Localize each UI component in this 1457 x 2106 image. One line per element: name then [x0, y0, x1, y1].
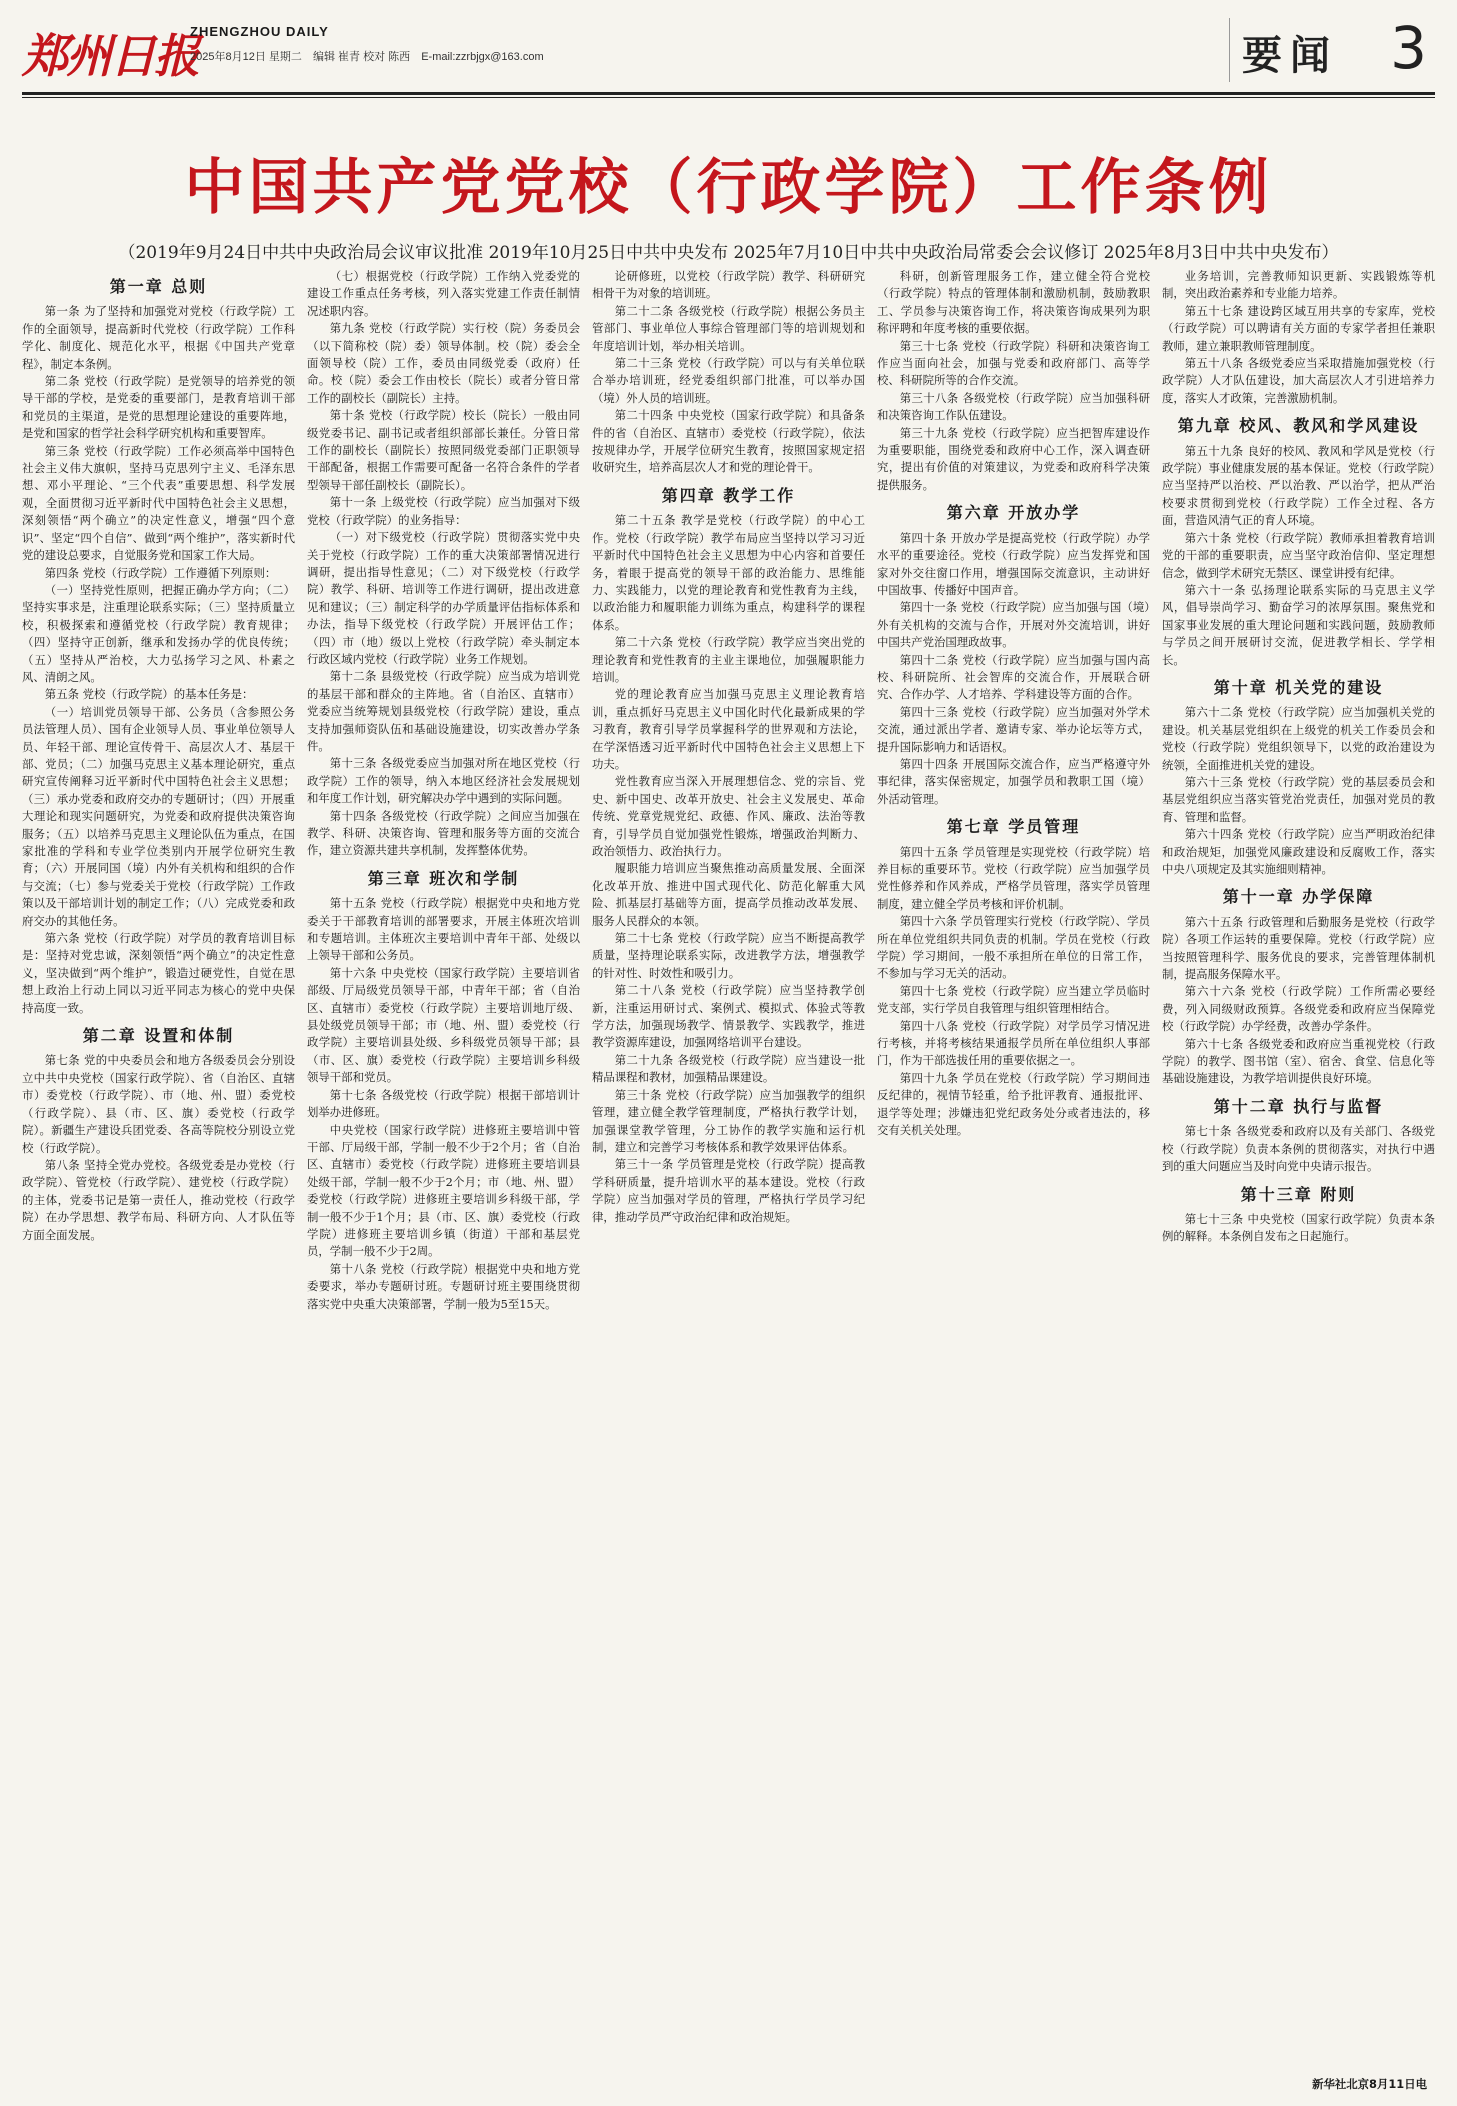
chapter-heading: 第十三章 附则 — [1240, 1184, 1357, 1204]
article-paragraph: 第四十三条 党校（行政学院）应当加强对外学术交流，通过派出学者、邀请专家、举办论坛等方式，提升国际影响力和话语权。 — [877, 704, 1150, 754]
chapter-heading: 第九章 校风、教风和学风建设 — [1177, 416, 1420, 436]
chapter-heading: 第十章 机关党的建设 — [1213, 677, 1384, 697]
article-paragraph: 第五十八条 各级党委应当采取措施加强党校（行政学院）人才队伍建设，加大高层次人才引进培养力度，落实人才政策，完善激励机制。 — [1162, 356, 1435, 405]
article-paragraph: 第六十二条 党校（行政学院）应当加强机关党的建设。机关基层党组织在上级党的机关工作委员会和党校（行政学院）党组织领导下，以党的政治建设为统领，全面推进机关党的建设。 — [1162, 705, 1435, 772]
article-paragraph: 第十三条 各级党委应当加强对所在地区党校（行政学院）工作的领导，纳入本地区经济社会发展规划和年度工作计划，研究解决办学中遇到的实际问题。 — [307, 756, 580, 806]
article-paragraph: 第四十四条 开展国际交流合作，应当严格遵守外事纪律，落实保密规定，加强学员和教职工国（境）外活动管理。 — [877, 756, 1150, 806]
article-paragraph: 第二十二条 各级党校（行政学院）根据公务员主管部门、事业单位人事综合管理部门等的培训规划和年度培训计划，举办相关培训。 — [592, 303, 865, 353]
article-column — [22, 268, 295, 2066]
article-paragraph: 党性教育应当深入开展理想信念、党的宗旨、党史、新中国史、改革开放史、社会主义发展史、革命传统、党章党规党纪、政德、作风、廉政、法治等教育，引导学员自觉加强党性锻炼，增强政治判断力、政治领悟力、政治执行力。 — [592, 774, 865, 858]
article-paragraph: 第四十七条 党校（行政学院）应当建立学员临时党支部，实行学员自我管理与组织管理相结合。 — [877, 983, 1150, 1016]
article-paragraph: 第四十二条 党校（行政学院）应当加强与国内高校、科研院所、社会智库的交流合作，开展联合研究、合作办学、人才培养、学科建设等方面的合作。 — [877, 652, 1150, 702]
article-paragraph: 第三十八条 各级党校（行政学院）应当加强科研和决策咨询工作队伍建设。 — [877, 390, 1150, 423]
article-paragraph: 第七十三条 中央党校（国家行政学院）负责本条例的解释。本条例自发布之日起施行。 — [1162, 1211, 1435, 1244]
article-paragraph: 第二十五条 教学是党校（行政学院）的中心工作。党校（行政学院）教学布局应当坚持以学习习近平新时代中国特色社会主义思想为中心内容和首要任务，着眼于提高党的领导干部的政治能力、思维能力、实践能力，以党的理论教育和党性教育为主线，以政治能力和履职能力训练为重点，构建科学的课程体系。 — [592, 513, 865, 632]
article-paragraph: 第二十三条 党校（行政学院）可以与有关单位联合举办培训班，经党委组织部门批准，可以举办国（境）外人员的培训班。 — [592, 356, 865, 405]
article-paragraph: 第八条 坚持全党办党校。各级党委是办党校（行政学院）、管党校（行政学院）、建党校（行政学院）的主体，党委书记是第一责任人，推动党校（行政学院）在办学思想、教学布局、科研方向、人才队伍等方面全面发展。 — [22, 1157, 295, 1242]
article-paragraph: 中央党校（国家行政学院）进修班主要培训中管干部、厅局级干部，学制一般不少于2个月；省（自治区、直辖市）委党校（行政学院）进修班主要培训县处级干部，学制一般不少于2个月；市（地、州、盟）委党校（行政学院）进修班主要培训乡科级干部，学制一般不少于1个月；县（市、区、旗）委党校（行政学院）进修班主要培训乡镇（街道）干部和基层党员，学制一般不少于2周。 — [307, 1122, 580, 1259]
chapter-heading: 第七章 学员管理 — [946, 817, 1081, 837]
chapter-heading: 第四章 教学工作 — [661, 485, 796, 505]
article-paragraph: （一）培训党员领导干部、公务员（含参照公务员法管理人员）、国有企业领导人员、事业单位领导人员、年轻干部、理论宣传骨干、高层次人才、基层干部、党员；（二）加强马克思主义基本理论研究，重点研究宣传阐释习近平新时代中国特色社会主义思想；（三）承办党委和政府交办的专题研讨；（四）开展重大理论和现实问题研究，为党委和政府提供决策咨询服务；（五）以培养马克思主义理论队伍为重点，在国家批准的学科和专业学位类别内开展学位研究生教育；（六）开展同国（境）内外有关机构和组织的合作与交流；（七）参与党委关于党校（行政学院）工作政策以及干部培训计划的制定工作；（八）完成党委和政府交办的其他任务。 — [22, 704, 295, 928]
masthead-rule — [22, 92, 1435, 95]
article-paragraph: 第三十七条 党校（行政学院）科研和决策咨询工作应当面向社会，加强与党委和政府部门、高等学校、科研院所等的合作交流。 — [877, 338, 1150, 388]
chapter-heading: 第十一章 办学保障 — [1222, 887, 1375, 907]
chapter-heading: 第一章 总则 — [109, 277, 208, 296]
article-paragraph: 第四条 党校（行政学院）工作遵循下列原则： — [44, 565, 277, 580]
article-paragraph: 第二十九条 各级党校（行政学院）应当建设一批精品课程和教材，加强精品课建设。 — [592, 1052, 865, 1085]
article-paragraph: 第五十七条 建设跨区域互用共享的专家库，党校（行政学院）可以聘请有关方面的专家学者担任兼职教师，建立兼职教师管理制度。 — [1162, 303, 1435, 353]
article-paragraph: 论研修班，以党校（行政学院）教学、科研研究相骨干为对象的培训班。 — [592, 269, 865, 301]
article-paragraph: 第五条 党校（行政学院）的基本任务是： — [44, 687, 254, 702]
article-paragraph: 第三条 党校（行政学院）工作必须高举中国特色社会主义伟大旗帜，坚持马克思列宁主义、毛泽东思想、邓小平理论、“三个代表”重要思想、科学发展观，全面贯彻习近平新时代中国特色社会主义思想，深刻领悟“两个确立”的决定性意义，增强“四个意识”、坚定“四个自信”、做到“两个维护”，落实新时代党的建设总要求，自觉服务党和国家工作大局。 — [22, 443, 295, 563]
article-paragraph: 第四十九条 学员在党校（行政学院）学习期间违反纪律的，视情节轻重，给予批评教育、通报批评、退学等处理；涉嫌违犯党纪政务处分或者违法的，移交有关机关处理。 — [877, 1070, 1150, 1138]
article-paragraph: 第二十四条 中央党校（国家行政学院）和具备条件的省（自治区、直辖市）委党校（行政学院），依法按规律办学，开展学位研究生教育，按照国家规定招收研究生，培养高层次人才和党的理论骨干。 — [592, 408, 865, 475]
article-paragraph: 第六十三条 党校（行政学院）党的基层委员会和基层党组织应当落实管党治党责任，加强对党员的教育、管理和监督。 — [1162, 774, 1435, 824]
article-paragraph: 第七条 党的中央委员会和地方各级委员会分别设立中共中央党校（国家行政学院）、省（自治区、直辖市）委党校（行政学院）、市（地、州、盟）委党校（行政学院）、县（市、区、旗）委党校（行政学院）。新疆生产建设兵团党委、各高等院校分别设立党校（行政学院）。 — [22, 1053, 295, 1155]
article-columns — [22, 268, 1435, 2066]
article-paragraph: 第六十一条 弘扬理论联系实际的马克思主义学风，倡导崇尚学习、勤奋学习的浓厚氛围。聚焦党和国家事业发展的重大理论问题和实践问题，鼓励教师与学员之间开展研讨交流，促进教学相长、学学相长。 — [1162, 582, 1435, 667]
article-column — [877, 268, 1150, 2066]
article-paragraph: 第二条 党校（行政学院）是党领导的培养党的领导干部的学校，是党委的重要部门，是教育培训干部和党员的主渠道，是党的思想理论建设的重要阵地，是党和国家的哲学社会科学研究机构和重要智库。 — [22, 374, 295, 441]
editor-credit: 编辑 崔青 校对 陈西 — [312, 51, 411, 63]
article-paragraph: 业务培训，完善教师知识更新、实践锻炼等机制，突出政治素养和专业能力培养。 — [1162, 269, 1435, 301]
chapter-heading: 第十二章 执行与监督 — [1213, 1096, 1384, 1116]
article-paragraph: 第二十七条 党校（行政学院）应当不断提高教学质量，坚持理论联系实际，改进教学方法，增强教学的针对性、时效性和吸引力。 — [592, 931, 865, 980]
article-paragraph: 第十七条 各级党校（行政学院）根据干部培训计划举办进修班。 — [307, 1087, 580, 1120]
article-column — [592, 268, 865, 2066]
article-paragraph: 第三十九条 党校（行政学院）应当把智库建设作为重要职能，围绕党委和政府中心工作，深入调查研究，提出有价值的对策建议，为党委和政府科学决策提供服务。 — [877, 425, 1150, 492]
article-paragraph: 第六十四条 党校（行政学院）应当严明政治纪律和政治规矩，加强党风廉政建设和反腐败工作，落实中央八项规定及其实施细则精神。 — [1162, 827, 1435, 876]
article-paragraph: 第一条 为了坚持和加强党对党校（行政学院）工作的全面领导，提高新时代党校（行政学院）工作科学化、制度化、规范化水平，根据《中国共产党章程》，制定本条例。 — [22, 304, 295, 371]
contact-email: E-mail:zzrbjgx@163.com — [421, 51, 544, 63]
article-paragraph: 党的理论教育应当加强马克思主义理论教育培训，重点抓好马克思主义中国化时代化最新成果的学习教育，教育引导学员掌握科学的世界观和方法论，在学深悟透习近平新时代中国特色社会主义思想上下功夫。 — [592, 687, 865, 771]
headline-subline: （2019年9月24日中共中央政治局会议审议批准 2019年10月25日中共中央发布 2025年7月10日中共中央政治局常委会会议修订 2025年8月3日中共中央发布） — [118, 243, 1339, 263]
article-paragraph: 第十二条 县级党校（行政学院）应当成为培训党的基层干部和群众的主阵地。省（自治区、直辖市）党委应当统筹规划县级党校（行政学院）建设，重点支持加强师资队伍和基础设施建设，切实改善办学条件。 — [307, 669, 580, 753]
article-paragraph: 第七十条 各级党委和政府以及有关部门、各级党校（行政学院）负责本条例的贯彻落实，对执行中遇到的重大问题应当及时向党中央请示报告。 — [1162, 1124, 1435, 1174]
page-headline: 中国共产党党校（行政学院）工作条例 — [184, 153, 1273, 223]
article-paragraph: （一）坚持党性原则，把握正确办学方向；（二）坚持实事求是，注重理论联系实际；（三）坚持质量立校，积极探索和遵循党校（行政学院）教育规律；（四）坚持守正创新，继承和发扬办学的优良传统；（五）坚持从严治校，大力弘扬学习之风、朴素之风、清朗之风。 — [22, 582, 295, 684]
article-paragraph: 第十八条 党校（行政学院）根据党中央和地方党委要求，举办专题研讨班。专题研讨班主要围绕贯彻落实党中央重大决策部署，学制一般为5至15天。 — [307, 1261, 580, 1311]
dateline: 新华社北京8月11日电 — [1312, 2077, 1427, 2091]
article-paragraph: 第十四条 各级党校（行政学院）之间应当加强在教学、科研、决策咨询、管理和服务等方面的交流合作，建立资源共建共享机制，发挥整体优势。 — [307, 808, 580, 858]
article-column — [307, 268, 580, 2066]
article-paragraph: 第十条 党校（行政学院）校长（院长）一般由同级党委书记、副书记或者组织部部长兼任。分管日常工作的副校长（副院长）按照同级党委部门正职领导干部配备，根据工作需要可配备一名符合条件的学者型领导干部任副校长（副院长）。 — [307, 408, 580, 492]
article-paragraph: 第四十一条 党校（行政学院）应当加强与国（境）外有关机构的交流与合作，开展对外交流培训，讲好中国共产党治国理政故事。 — [877, 600, 1150, 650]
article-paragraph: 第二十八条 党校（行政学院）应当坚持教学创新，注重运用研讨式、案例式、模拟式、体验式等教学方法，加强现场教学、情景教学、实践教学，推进教学资源库建设，加强网络培训平台建设。 — [592, 983, 865, 1050]
section-box — [1229, 14, 1435, 82]
masthead-rule-thin — [22, 97, 1435, 98]
article-paragraph: 第十六条 中央党校（国家行政学院）主要培训省部级、厅局级党员领导干部，中青年干部；省（自治区、直辖市）委党校（行政学院）主要培训地厅级、县处级党员领导干部；市（地、州、盟）委党校（行政学院）主要培训县处级、乡科级党员领导干部；县（市、区、旗）委党校（行政学院）主要培训乡科级领导干部和党员。 — [307, 965, 580, 1085]
article-paragraph: 第十一条 上级党校（行政学院）应当加强对下级党校（行政学院）的业务指导： — [307, 495, 580, 527]
article-paragraph: 第六条 党校（行政学院）对学员的教育培训目标是：坚持对党忠诚，深刻领悟“两个确立”的决定性意义，坚决做到“两个维护”，锻造过硬党性，自觉在思想上政治上行动上同以习近平同志为核心的党中央保持高度一致。 — [22, 931, 295, 1015]
article-paragraph: 第四十条 开放办学是提高党校（行政学院）办学水平的重要途径。党校（行政学院）应当发挥党和国家对外交往窗口作用，增强国际交流意识，主动讲好中国故事、传播好中国声音。 — [877, 530, 1150, 597]
chapter-heading: 第二章 设置和体制 — [82, 1026, 235, 1046]
article-paragraph: 第三十一条 学员管理是党校（行政学院）提高教学科研质量，提升培训水平的基本建设。党校（行政学院）应当加强对学员的管理，严格执行学员学习纪律，推动学员严守政治纪律和政治规矩。 — [592, 1157, 865, 1224]
section-name: 要闻 — [1242, 33, 1338, 79]
chapter-heading: 第六章 开放办学 — [946, 503, 1081, 523]
page-number: 3 — [1390, 14, 1427, 82]
article-paragraph: 第九条 党校（行政学院）实行校（院）务委员会（以下简称校（院）委）领导体制。校（院）委会全面领导校（院）工作，委员由同级党委（政府）任命。校（院）委会工作由校长（院长）或者分管日常工作的副校长（副院长）主持。 — [307, 321, 580, 405]
article-paragraph: 第二十六条 党校（行政学院）教学应当突出党的理论教育和党性教育的主业主课地位，加强履职能力培训。 — [592, 635, 865, 684]
article-paragraph: 第六十六条 党校（行政学院）工作所需必要经费，列入同级财政预算。各级党委和政府应当保障党校（行政学院）办学经费，改善办学条件。 — [1162, 984, 1435, 1034]
article-paragraph: 履职能力培训应当聚焦推动高质量发展、全面深化改革开放、推进中国式现代化、防范化解重大风险、抓基层打基础等方面，提高学员推动改革发展、服务人民群众的本领。 — [592, 861, 865, 928]
article-paragraph: 科研，创新管理服务工作，建立健全符合党校（行政学院）特点的管理体制和激励机制，鼓励教职工、学员参与决策咨询工作，将决策咨询成果列为职称评聘和年度考核的重要依据。 — [877, 269, 1150, 336]
newspaper-logo: 郑州日报 — [22, 29, 198, 83]
article-paragraph: 第十五条 党校（行政学院）根据党中央和地方党委关于干部教育培训的部署要求，开展主体班次培训和专题培训。主体班次主要培训中青年干部、处级以上领导干部和公务员。 — [307, 896, 580, 963]
article-paragraph: 第四十六条 学员管理实行党校（行政学院）、学员所在单位党组织共同负责的机制。学员在党校（行政学院）学习期间，一般不承担所在单位的日常工作，不参加与学习无关的活动。 — [877, 914, 1150, 981]
chapter-heading: 第三章 班次和学制 — [367, 868, 520, 888]
article-paragraph: 第五十九条 良好的校风、教风和学风是党校（行政学院）事业健康发展的基本保证。党校（行政学院）应当坚持严以治校、严以治教、严以治学，把从严治校要求贯彻到党校（行政学院）工作全过程、各方面，营造风清气正的育人环境。 — [1162, 443, 1435, 528]
issue-meta — [190, 48, 552, 64]
article-paragraph: 第六十五条 行政管理和后勤服务是党校（行政学院）各项工作运转的重要保障。党校（行政学院）应当按照管理科学、服务优良的要求，完善管理体制机制，提高服务保障水平。 — [1162, 914, 1435, 982]
article-paragraph: 第六十条 党校（行政学院）教师承担着教育培训党的干部的重要职责，应当坚守政治信仰、坚定理想信念，做到学术研究无禁区、课堂讲授有纪律。 — [1162, 530, 1435, 580]
article-column — [1162, 268, 1435, 2066]
newspaper-english-name: ZHENGZHOU DAILY — [190, 24, 329, 39]
article-paragraph: 第四十五条 学员管理是实现党校（行政学院）培养目标的重要环节。党校（行政学院）应当加强学员党性修养和作风养成，严格学员管理，落实学员管理制度，建立健全学员考核和评价机制。 — [877, 844, 1150, 911]
article-paragraph: 第六十七条 各级党委和政府应当重视党校（行政学院）的教学、图书馆（室）、宿舍、食堂、信息化等基础设施建设，为教学培训提供良好环境。 — [1162, 1036, 1435, 1086]
article-paragraph: （一）对下级党校（行政学院）贯彻落实党中央关于党校（行政学院）工作的重大决策部署情况进行调研，提出指导性意见；（二）对下级党校（行政学院）教学、科研、培训等工作进行调研，提出改进意见和建议；（三）制定科学的办学质量评估指标体系和办法，指导下级党校（行政学院）开展评估工作；（四）市（地）级以上党校（行政学院）牵头制定本行政区域内党校（行政学院）业务工作规划。 — [307, 530, 580, 666]
article-paragraph: （七）根据党校（行政学院）工作纳入党委党的建设工作重点任务考核，列入落实党建工作责任制情况述职内容。 — [307, 269, 580, 318]
article-paragraph: 第三十条 党校（行政学院）应当加强教学的组织管理，建立健全教学管理制度，严格执行教学计划，加强课堂教学管理，分工协作的教学实施和运行机制，建立和完善学习考核体系和教学效果评估体系。 — [592, 1087, 865, 1154]
issue-date: 2025年8月12日 星期二 — [190, 51, 302, 63]
article-paragraph: 第四十八条 党校（行政学院）对学员学习情况进行考核，并将考核结果通报学员所在单位组织人事部门，作为干部选拔任用的重要依据之一。 — [877, 1018, 1150, 1068]
